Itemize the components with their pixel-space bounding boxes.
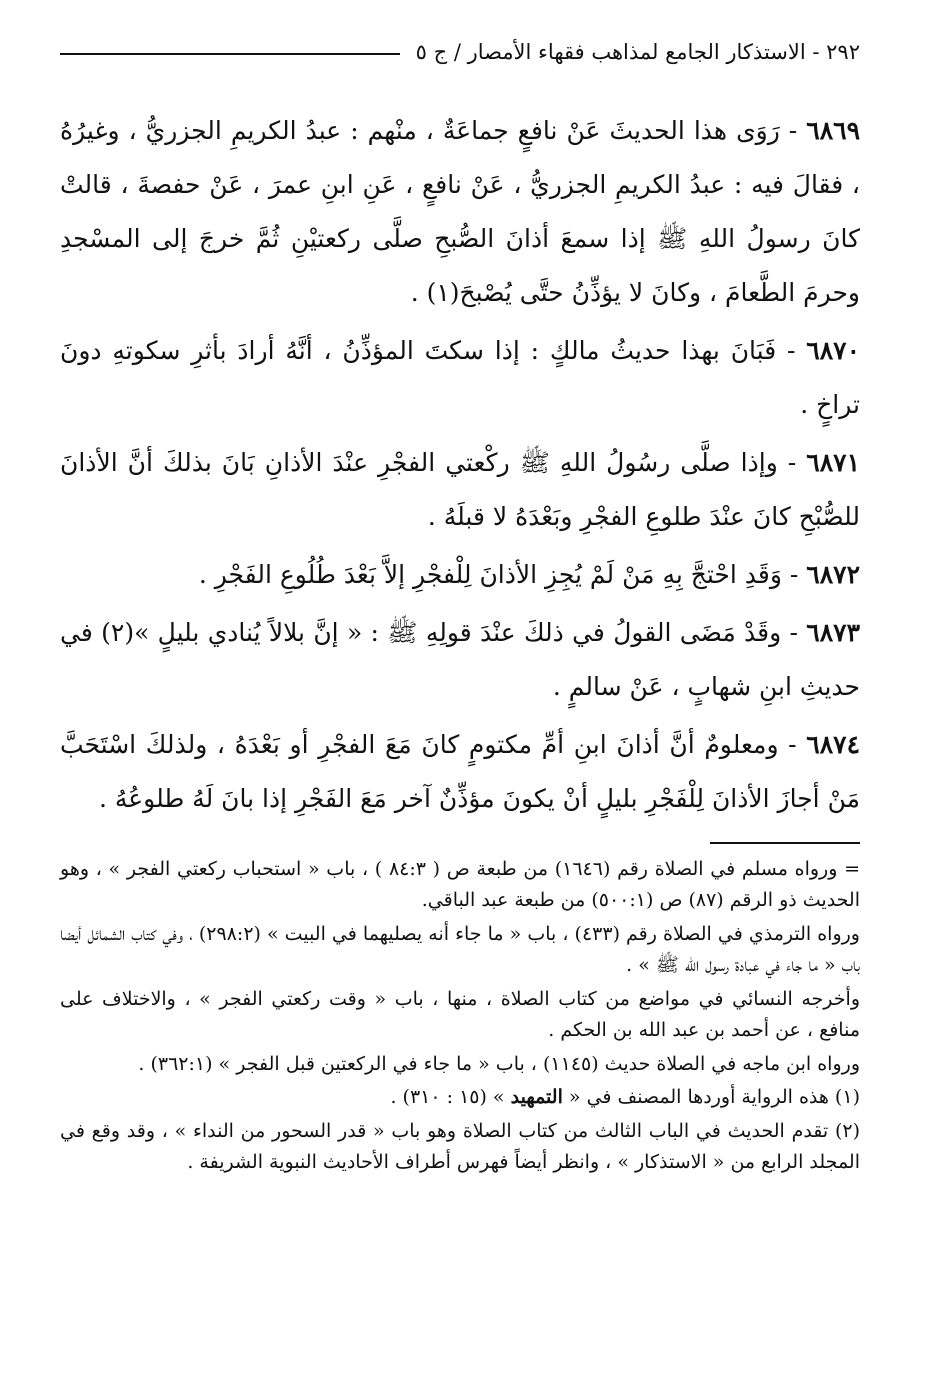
paragraph-number: ٦٨٧٤	[806, 730, 860, 759]
footnote-1-suffix: » (١٥ : ٣١٠) .	[390, 1086, 511, 1108]
paragraph-6870	[60, 324, 860, 432]
paragraph-text: - وإذا صلَّى رسُولُ اللهِ ﷺ ركْعتي الفجْرِ عنْدَ الأذانِ بَانَ بذلكَ أنَّ الأذانَ للصُّبْحِ كانَ عنْدَ طلوعِ الفجْرِ وبَعْدَهُ لا قبلَهُ .	[60, 448, 860, 531]
footnote-1-book-title: التمهيد	[510, 1086, 563, 1108]
paragraph-text: - فَبَانَ بهذا حديثُ مالكٍ : إذا سكتَ المؤذِّنُ ، أنَّهُ أرادَ بأثرِ سكوتهِ دونَ تراخٍ .	[60, 336, 860, 419]
footnote-continuation-muslim: = ورواه مسلم في الصلاة رقم (١٦٤٦) من طبعة ص ( ٨٤:٣ ) ، باب « استحباب ركعتي الفجر » ، وهو الحديث ذو الرقم (٨٧) ص (٥٠٠:١) من طبعة عبد الباقي.	[60, 857, 860, 911]
paragraph-number: ٦٨٧٣	[806, 618, 860, 647]
footnote-2: (٢) تقدم الحديث في الباب الثالث من كتاب الصلاة وهو باب « قدر السحور من النداء » ، وقد وقع في المجلد الرابع من « الاستذكار » ، وانظر أيضاً فهرس أطراف الأحاديث النبوية الشريفة .	[60, 1119, 860, 1173]
footnote-nasai: وأخرجه النسائي في مواضع من كتاب الصلاة ، منها ، باب « وقت ركعتي الفجر » ، والاختلاف على منافع ، عن أحمد بن عبد الله بن الحكم .	[60, 987, 860, 1041]
running-title: ٢٩٢ - الاستذكار الجامع لمذاهب فقهاء الأمصار / ج ٥	[415, 40, 860, 64]
paragraph-6872	[60, 548, 860, 602]
footnote-1-prefix: (١) هذه الرواية أوردها المصنف في «	[562, 1086, 860, 1108]
paragraph-number: ٦٨٧٢	[806, 560, 860, 589]
paragraph-number: ٦٨٦٩	[806, 116, 860, 145]
footnote-separator	[710, 842, 860, 844]
main-text	[60, 104, 860, 826]
paragraph-text: - ومعلومٌ أنَّ أذانَ ابنِ أمِّ مكتومٍ كانَ مَعَ الفجْرِ أو بَعْدَهُ ، ولذلكَ اسْتَحَبَّ مَنْ أجازَ الأذانَ لِلْفَجْرِ بليلٍ أنْ يكونَ مؤذِّنٌ آخر مَعَ الفَجْرِ إذا بانَ لَهُ طلوعُهُ .	[60, 730, 860, 813]
footnote-ibn-majah: ورواه ابن ماجه في الصلاة حديث (١١٤٥) ، باب « ما جاء في الركعتين قبل الفجر » (٣٦٢:١) .	[138, 1052, 860, 1075]
paragraph-6871	[60, 436, 860, 544]
footnotes	[60, 854, 860, 1179]
paragraph-text: - رَوَى هذا الحديثَ عَنْ نافعٍ جماعَةٌ ، منْهم : عبدُ الكريمِ الجزريُّ ، وغيرُهُ ، فقالَ فيه : عبدُ الكريمِ الجزريُّ ، عَنْ نافعٍ ، عَنِ ابنِ عمرَ ، عَنْ حفصةَ ، قالتْ كانَ رسولُ اللهِ ﷺ إذا سمعَ أذانَ الصُّبحِ صلَّى ركعتيْنِ ثُمَّ خرجَ إلى المسْجدِ وحرمَ الطَّعامَ ، وكانَ لا يؤذِّنُ حتَّى يُصْبحَ(١) .	[60, 116, 860, 307]
paragraph-text: - وَقَدِ احْتجَّ بِهِ مَنْ لَمْ يُجِزِ الأذانَ لِلْفجْرِ إلاَّ بَعْدَ طُلُوعِ الفَجْرِ .	[198, 560, 807, 589]
paragraph-number: ٦٨٧٠	[806, 336, 860, 365]
paragraph-6873	[60, 606, 860, 714]
running-header	[60, 30, 860, 74]
footnote-tirmidhi: ورواه الترمذي في الصلاة رقم (٤٣٣) ، باب « ما جاء أنه يصليهما في البيت » (٢٩٨:٢) ، وفي كتاب الشمائل أيضا باب « ما جاء في عبادة رسول الله ﷺ » .	[60, 922, 860, 976]
header-rule	[60, 53, 400, 55]
book-page	[60, 30, 860, 1350]
footnote-1	[60, 1082, 860, 1114]
paragraph-6869	[60, 104, 860, 320]
paragraph-number: ٦٨٧١	[806, 448, 860, 477]
paragraph-text: - وقَدْ مَضَى القولُ في ذلكَ عنْدَ قولِهِ ﷺ : « إنَّ بلالاً يُنادي بليلٍ »(٢) في حديثِ ابنِ شهابٍ ، عَنْ سالمٍ .	[60, 618, 860, 701]
paragraph-6874	[60, 718, 860, 826]
